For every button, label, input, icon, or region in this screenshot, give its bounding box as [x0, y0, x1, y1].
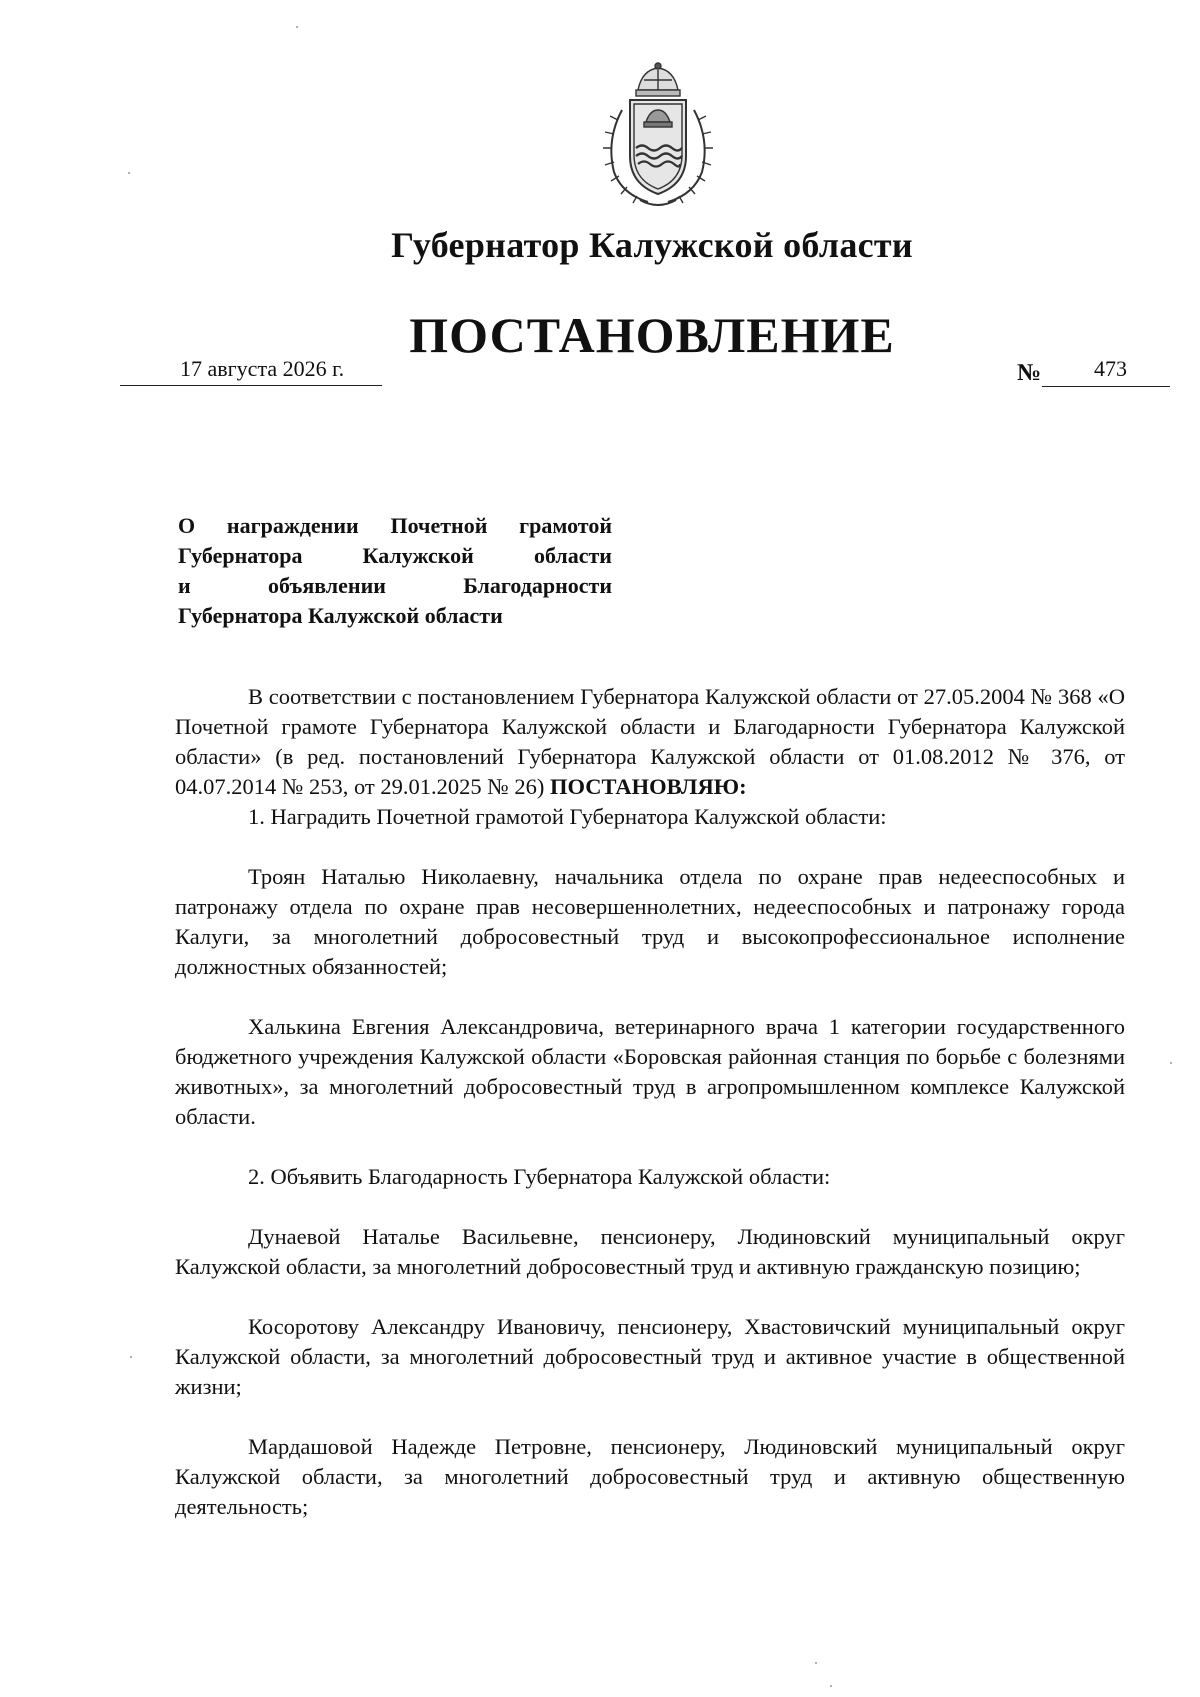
scan-speck — [815, 1662, 817, 1664]
gratitude-item: Дунаевой Наталье Васильевне, пенсионеру, Людиновский муниципальный округ Калужской области, за многолетний добросовестный труд и активную гражданскую позицию; — [175, 1224, 1125, 1279]
subject-line: О награждении Почетной грамотой — [178, 513, 612, 538]
issuing-authority: Губернатор Калужской области — [391, 225, 913, 265]
number-sign: № — [1017, 360, 1042, 386]
decree-word: ПОСТАНОВЛЯЮ: — [549, 774, 747, 799]
document-date: 17 августа 2026 г. — [180, 356, 345, 381]
preamble-text: В соответствии с постановлением Губернатора Калужской области от 27.05.2004 № 368 «О Почетной грамоте Губернатора Калужской области и Благодарности Губернатора Калужской области» (в ред. постановлений Губернатора Калужской области от 01.08.2012 № 376, от 04.07.2014 № 253, от 29.01.2025 № 26) — [175, 684, 1125, 799]
section-2-heading: 2. Объявить Благодарность Губернатора Калужской области: — [248, 1164, 831, 1189]
gratitude-item: Мардашовой Надежде Петровне, пенсионеру, Людиновский муниципальный округ Калужской области, за многолетний добросовестный труд и активную общественную деятельность; — [175, 1434, 1125, 1519]
award-item: Троян Наталью Николаевну, начальника отдела по охране прав недееспособных и патронажу отдела по охране прав несовершеннолетних, недееспособных и патронажу города Калуги, за многолетний добросовестный труд и высокопрофессиональное исполнение должностных обязанностей; — [175, 864, 1125, 979]
document-type-title: ПОСТАНОВЛЕНИЕ — [409, 307, 895, 363]
subject-line: Губернатора Калужской области — [178, 543, 612, 568]
award-item: Халькина Евгения Александровича, ветеринарного врача 1 категории государственного бюджетного учреждения Калужской области «Боровская районная станция по борьбе с болезнями животных», за многолетний добросовестный труд в агропромышленном комплексе Калужской области. — [175, 1014, 1125, 1129]
gratitude-item: Косоротову Александру Ивановичу, пенсионеру, Хвастовичский муниципальный округ Калужской области, за многолетний добросовестный труд и активное участие в общественной жизни; — [175, 1314, 1125, 1399]
subject-line: и объявлении Благодарности — [178, 573, 612, 598]
document-body — [175, 682, 1125, 1522]
scan-speck — [128, 172, 130, 174]
scan-speck — [830, 1685, 832, 1687]
subject-line: Губернатора Калужской области — [178, 603, 503, 628]
document-subject — [178, 511, 612, 631]
scan-speck — [1170, 1062, 1172, 1064]
document-number: 473 — [1094, 356, 1127, 381]
preamble-paragraph — [175, 682, 1125, 802]
number-underline — [1042, 386, 1170, 387]
section-1-heading: 1. Наградить Почетной грамотой Губернатора Калужской области: — [248, 804, 887, 829]
coat-of-arms-icon — [592, 60, 724, 210]
scan-speck — [296, 26, 298, 28]
date-underline — [120, 385, 382, 386]
scan-speck — [130, 1356, 132, 1358]
